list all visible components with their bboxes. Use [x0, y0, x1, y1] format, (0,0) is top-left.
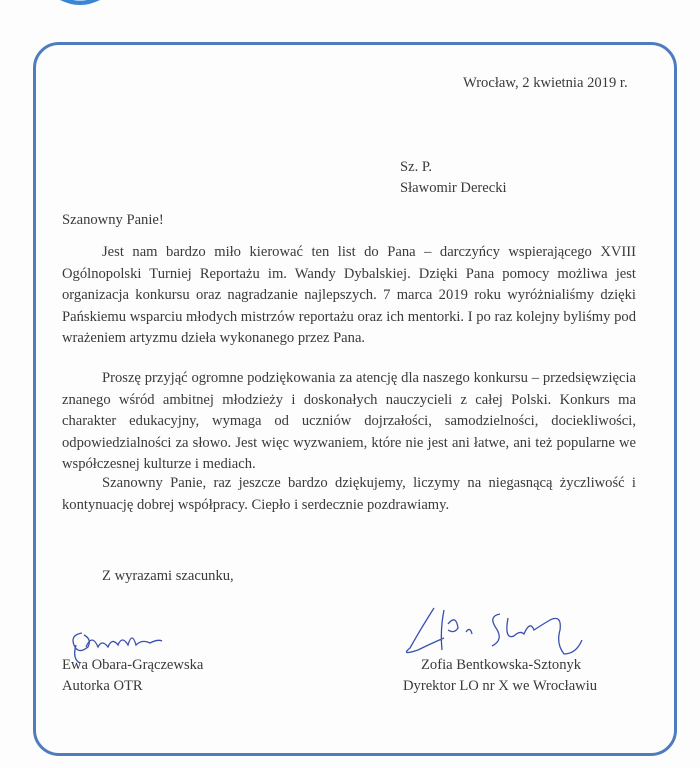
signatory-1-name: Ewa Obara-Grączewska [62, 657, 204, 673]
signatory-2-name: Zofia Bentkowska-Sztonyk [421, 657, 582, 673]
signatory-1-role: Autorka OTR [62, 678, 143, 694]
salutation: Szanowny Panie! [62, 212, 164, 228]
signatory-2-role: Dyrektor LO nr X we Wrocławiu [403, 678, 598, 694]
paragraph-3: Szanowny Panie, raz jeszcze bardzo dziękujemy, liczymy na niegasnącą życzliwość i kontynuację dobrej współpracy. Ciepło i serdecznie pozdrawiamy. [62, 475, 636, 513]
signature-right [400, 600, 590, 660]
addressee-name: Sławomir Derecki [400, 180, 507, 196]
paragraph-2: Proszę przyjąć ogromne podziękowania za atencję dla naszego konkursu – przedsięwzięcia znanego wśród ambitnej młodzieży i doskonałych nauczycieli z całej Polski. Konkurs ma charakter edukacyjny, wymaga od uczniów dojrzałości, samodzielności, dociekliwości, odpowiedzialności za słowo. Jest więc wyzwaniem, które nie jest ani łatwe, ani też popularne we współczesnej kulturze i mediach. [62, 370, 636, 472]
paragraph-1: Jest nam bardzo miło kierować ten list do Pana – darczyńcy wspierającego XVIII Ogólnopolski Turniej Reportażu im. Wandy Dybalskiej. Dzięki Pana pomocy możliwa jest organizacja konkursu oraz nagradzanie najlepszych. 7 marca 2019 roku wyróżnialiśmy dzięki Pańskiemu wsparciu młodych mistrzów reportażu oraz ich mentorki. I po raz kolejny byliśmy pod wrażeniem artyzmu dzieła wykonanego przez Pana. [62, 244, 636, 346]
closing: Z wyrazami szacunku, [102, 568, 234, 584]
organization-logo [40, 0, 120, 8]
addressee-honorific: Sz. P. [400, 159, 433, 175]
place-date: Wrocław, 2 kwietnia 2019 r. [463, 75, 628, 91]
